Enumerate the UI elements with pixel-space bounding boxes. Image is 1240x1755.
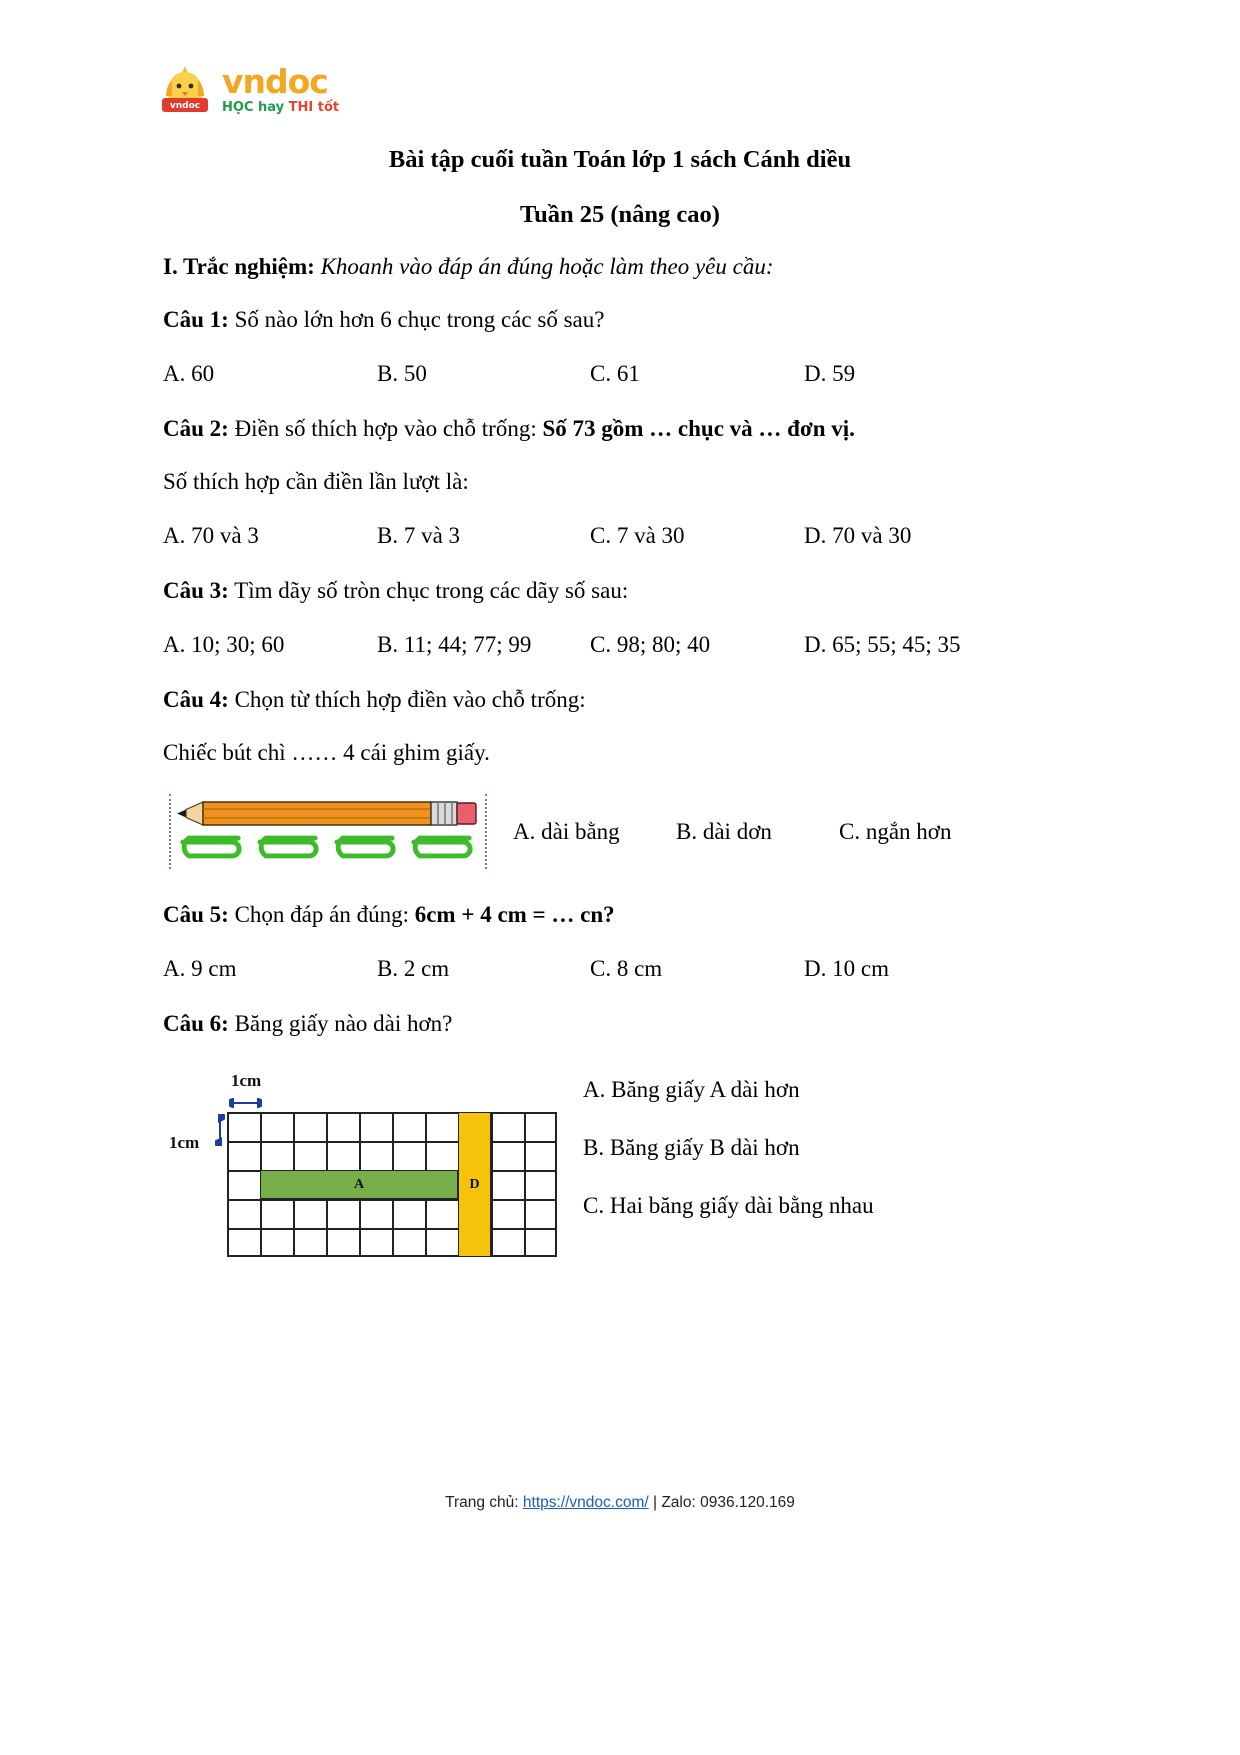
paperclip-icon xyxy=(327,834,402,864)
vndoc-logo-mark-icon xyxy=(158,62,212,116)
section-label: I. Trắc nghiệm: xyxy=(163,254,315,279)
question-3-options xyxy=(163,632,1093,658)
measure-guide-right xyxy=(485,794,487,869)
document-title: Bài tập cuối tuần Toán lớp 1 sách Cánh diều xyxy=(388,146,852,173)
paperclip-icon xyxy=(250,834,325,864)
dimension-label-left: 1cm xyxy=(169,1133,200,1152)
question-4-subprompt: Chiếc bút chì …… 4 cái ghim giấy. xyxy=(163,740,490,765)
question-1-option-b[interactable]: B. 50 xyxy=(377,361,427,386)
logo-tagline-hay: hay xyxy=(258,99,285,115)
question-5-text: Chọn đáp án đúng: xyxy=(228,902,415,927)
paper-strip-a-label: A xyxy=(353,1176,365,1192)
measure-guide-left xyxy=(169,794,171,869)
paperclip-icon xyxy=(404,834,479,864)
question-6-prompt xyxy=(163,1012,1093,1035)
question-4-prompt xyxy=(163,688,1093,711)
question-1-prompt xyxy=(163,308,1093,331)
question-3-option-c[interactable]: C. 98; 80; 40 xyxy=(590,632,711,657)
question-4-figure-row xyxy=(163,794,1093,869)
dimension-arrow-vertical-icon xyxy=(215,1114,225,1146)
measurement-grid xyxy=(227,1112,557,1257)
question-5-option-b[interactable]: B. 2 cm xyxy=(377,956,450,981)
logo-wordmark: vndoc xyxy=(222,61,328,101)
svg-text:vndoc: vndoc xyxy=(169,101,201,111)
dimension-label-top: 1cm xyxy=(231,1071,262,1090)
question-2-option-d[interactable]: D. 70 và 30 xyxy=(804,523,912,548)
logo-tagline xyxy=(222,101,339,114)
question-5-prompt xyxy=(163,903,1093,926)
paper-strip-a xyxy=(260,1170,458,1199)
paper-strip-grid-figure xyxy=(169,1065,559,1260)
question-4-option-b[interactable]: B. dài dơn xyxy=(676,818,772,844)
paper-strip-d xyxy=(458,1112,491,1257)
question-1-option-c[interactable]: C. 61 xyxy=(590,361,640,386)
question-5-option-c[interactable]: C. 8 cm xyxy=(590,956,663,981)
question-2-option-c[interactable]: C. 7 và 30 xyxy=(590,523,685,548)
section-instruction: Khoanh vào đáp án đúng hoặc làm theo yêu cầu: xyxy=(320,254,774,279)
question-1-text: Số nào lớn hơn 6 chục trong các số sau? xyxy=(228,307,605,332)
question-4-option-c[interactable]: C. ngắn hơn xyxy=(839,818,952,844)
question-2-options xyxy=(163,523,1093,549)
logo-tagline-hoc: HỌC xyxy=(222,99,254,115)
question-3-option-d[interactable]: D. 65; 55; 45; 35 xyxy=(804,632,961,657)
question-6-options xyxy=(583,1065,874,1251)
question-4-number: Câu 4: xyxy=(163,687,229,712)
question-1-option-d[interactable]: D. 59 xyxy=(804,361,856,386)
paperclip-icon xyxy=(173,834,248,864)
question-6-figure-row xyxy=(163,1065,1093,1260)
dimension-arrow-horizontal-icon xyxy=(229,1098,262,1108)
question-4-text: Chọn từ thích hợp điền vào chỗ trống: xyxy=(228,687,586,712)
question-5-option-a[interactable]: A. 9 cm xyxy=(163,956,237,981)
question-2-option-b[interactable]: B. 7 và 3 xyxy=(377,523,461,548)
question-2-option-a[interactable]: A. 70 và 3 xyxy=(163,523,259,548)
question-3-prompt xyxy=(163,579,1093,602)
question-2-subprompt: Số thích hợp cần điền lần lượt là: xyxy=(163,469,469,494)
question-1-option-a[interactable]: A. 60 xyxy=(163,361,215,386)
question-6-option-a[interactable]: A. Băng giấy A dài hơn xyxy=(583,1077,800,1102)
question-2-text: Điền số thích hợp vào chỗ trống: xyxy=(228,416,543,441)
footer-prefix: Trang chủ: xyxy=(445,1494,523,1511)
question-6-text: Băng giấy nào dài hơn? xyxy=(228,1011,453,1036)
question-3-number: Câu 3: xyxy=(163,578,229,603)
footer-suffix: | Zalo: 0936.120.169 xyxy=(648,1494,795,1511)
question-5-option-d[interactable]: D. 10 cm xyxy=(804,956,889,981)
question-5-options xyxy=(163,956,1093,982)
paperclip-group xyxy=(173,834,479,864)
page-footer xyxy=(0,1494,1240,1512)
pencil-paperclip-figure xyxy=(167,794,487,869)
vndoc-logo[interactable] xyxy=(158,62,339,116)
question-1-number: Câu 1: xyxy=(163,307,229,332)
question-3-option-a[interactable]: A. 10; 30; 60 xyxy=(163,632,285,657)
question-2-text-bold: Số 73 gồm … chục và … đơn vị. xyxy=(542,416,855,441)
question-5-number: Câu 5: xyxy=(163,902,229,927)
document-subtitle: Tuần 25 (nâng cao) xyxy=(520,201,720,228)
question-6-option-b[interactable]: B. Băng giấy B dài hơn xyxy=(583,1135,800,1160)
question-6-option-c[interactable]: C. Hai băng giấy dài bằng nhau xyxy=(583,1193,874,1218)
pencil-icon xyxy=(177,800,477,827)
question-6-number: Câu 6: xyxy=(163,1011,229,1036)
logo-tagline-thi: THI xyxy=(288,99,314,115)
document-body xyxy=(163,255,1093,1260)
question-3-option-b[interactable]: B. 11; 44; 77; 99 xyxy=(377,632,532,657)
logo-tagline-tot: tốt xyxy=(317,99,340,115)
question-3-text: Tìm dãy số tròn chục trong các dãy số sau: xyxy=(228,578,629,603)
paper-strip-d-label: D xyxy=(469,1176,480,1192)
question-4-option-a[interactable]: A. dài bằng xyxy=(513,818,620,844)
question-5-text-bold: 6cm + 4 cm = … cn? xyxy=(414,902,615,927)
question-2-prompt xyxy=(163,417,1093,440)
footer-link[interactable]: https://vndoc.com/ xyxy=(522,1494,649,1511)
question-1-options xyxy=(163,361,1093,387)
section-heading xyxy=(163,255,1093,278)
question-2-number: Câu 2: xyxy=(163,416,229,441)
